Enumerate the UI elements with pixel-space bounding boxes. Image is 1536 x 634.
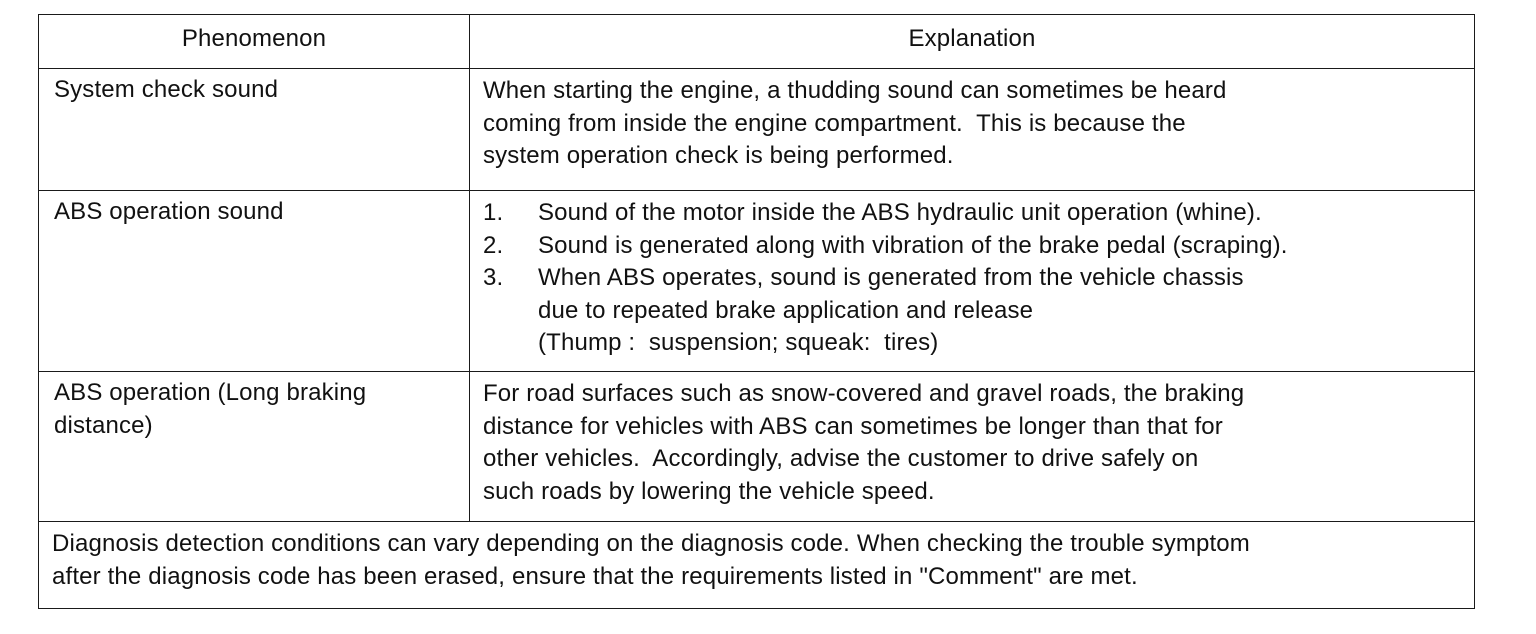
explanation-line: When starting the engine, a thudding sound can sometimes be heard [483,77,1227,104]
list-number: 3. [483,264,504,291]
table-row [39,372,1475,522]
phenomenon-cell [39,69,470,191]
phenomenon-cell [39,372,470,522]
phenomenon-explanation-table [38,14,1475,609]
phenomenon-text: System check sound [54,76,279,103]
explanation-cell [470,191,1475,372]
list-item [483,262,1464,360]
list-item-text: Sound of the motor inside the ABS hydraulic unit operation (whine). [538,199,1262,226]
list-number: 2. [483,231,504,259]
note-line: after the diagnosis code has been erased, ensure that the requirements listed in "Comment" are met. [52,562,1138,590]
phenomenon-text: ABS operation (Long braking [54,379,367,406]
diagnosis-note-cell [39,522,1475,609]
explanation-line: coming from inside the engine compartment. This is because the [483,109,1186,137]
note-row [39,522,1475,609]
list-number: 1. [483,199,504,226]
list-item-text: Sound is generated along with vibration of the brake pedal (scraping). [538,231,1288,259]
phenomenon-text: ABS operation sound [54,198,284,225]
table-header-row [39,15,1475,69]
phenomenon-cell [39,191,470,372]
explanation-line: distance for vehicles with ABS can sometimes be longer than that for [483,412,1223,440]
list-item [483,230,1464,263]
phenomenon-text: distance) [54,411,153,439]
list-item-text: When ABS operates, sound is generated from the vehicle chassis [538,264,1244,291]
numbered-list [483,197,1464,360]
list-item-text: (Thump : suspension; squeak: tires) [538,329,939,356]
table-row [39,191,1475,372]
header-phenomenon: Phenomenon [39,15,470,69]
explanation-line: For road surfaces such as snow-covered and gravel roads, the braking [483,380,1245,407]
explanation-line: such roads by lowering the vehicle speed. [483,477,935,505]
table-row [39,69,1475,191]
explanation-line: system operation check is being performed. [483,142,954,169]
list-item-text: due to repeated brake application and release [538,296,1034,324]
explanation-cell [470,372,1475,522]
note-line: Diagnosis detection conditions can vary depending on the diagnosis code. When checking the trouble symptom [52,530,1250,557]
explanation-cell [470,69,1475,191]
header-explanation: Explanation [470,15,1475,69]
list-item [483,197,1464,230]
explanation-line: other vehicles. Accordingly, advise the customer to drive safely on [483,445,1199,472]
